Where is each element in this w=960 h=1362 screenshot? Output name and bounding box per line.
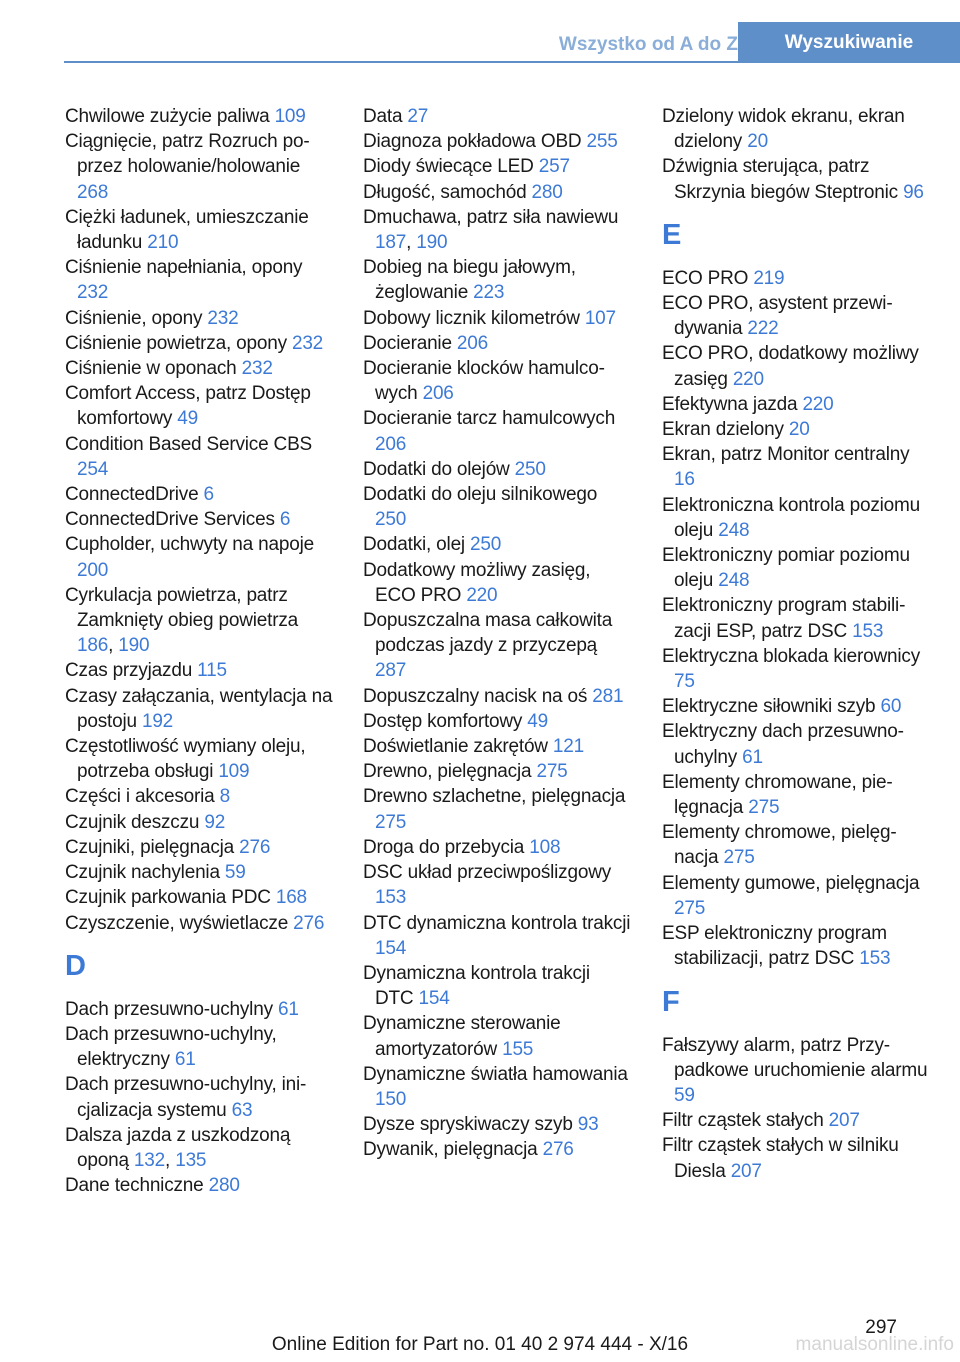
index-entry xyxy=(662,1108,930,1133)
page-number: 297 xyxy=(865,1317,897,1338)
page-link[interactable]: 190 xyxy=(118,635,150,657)
index-entry xyxy=(65,205,333,255)
index-entry xyxy=(363,104,631,129)
index-term: Dodatki do olejów xyxy=(363,458,515,480)
page-link[interactable]: 248 xyxy=(718,570,750,592)
index-entry xyxy=(662,442,930,492)
index-entry xyxy=(363,911,631,961)
index-term: Dopuszczalna masa całkowita podczas jazdy z przyczepą xyxy=(363,610,613,657)
index-entry xyxy=(363,1112,631,1137)
index-term: Chwilowe zużycie paliwa xyxy=(65,106,275,127)
index-entry xyxy=(65,255,333,305)
index-term: Dodatkowy możliwy zasięg, ECO PRO xyxy=(363,559,591,606)
index-term: ConnectedDrive xyxy=(65,484,204,506)
index-term: Elementy gumowe, pielęgnacja xyxy=(662,872,920,894)
index-entry xyxy=(363,684,631,709)
page-link[interactable]: 93 xyxy=(577,1114,599,1136)
index-entry xyxy=(65,532,333,582)
watermark: manualsonline.info xyxy=(795,1334,954,1355)
index-term: Filtr cząstek stałych w silniku Diesla xyxy=(662,1135,899,1182)
page-link[interactable]: 6 xyxy=(203,484,214,506)
index-entry xyxy=(662,291,930,341)
index-entry xyxy=(662,266,930,291)
index-term: Dobowy licznik kilometrów xyxy=(363,307,585,329)
page-link[interactable]: 268 xyxy=(77,181,109,203)
index-entry xyxy=(363,129,631,154)
index-term: Ciśnienie, opony xyxy=(65,307,208,329)
page-link[interactable]: 109 xyxy=(274,106,306,127)
page-link[interactable]: 200 xyxy=(77,559,109,581)
page-link[interactable]: 207 xyxy=(730,1160,762,1182)
index-entry xyxy=(65,1123,333,1173)
index-term: Dopuszczalny nacisk na oś xyxy=(363,685,593,707)
page-link[interactable]: 59 xyxy=(674,1084,695,1106)
page-link[interactable]: 276 xyxy=(239,836,271,858)
index-term: Ekran, patrz Monitor centralny xyxy=(662,444,910,466)
index-term: Czas przyjazdu xyxy=(65,660,198,682)
page-link[interactable]: 281 xyxy=(592,685,624,707)
index-term: Doświetlanie zakrętów xyxy=(363,736,553,758)
page-link[interactable]: 121 xyxy=(552,736,585,758)
index-term: Comfort Access, patrz Dostęp komfortowy xyxy=(65,383,311,430)
index-entry xyxy=(363,1011,631,1061)
page-link[interactable]: 220 xyxy=(466,584,498,606)
page-link[interactable]: 232 xyxy=(291,332,324,354)
index-term: Dmuchawa, patrz siła nawiewu xyxy=(363,206,619,228)
index-entry xyxy=(363,457,631,482)
page-link[interactable]: 153 xyxy=(852,620,884,642)
index-column-1 xyxy=(65,104,333,1198)
index-entry xyxy=(363,532,631,557)
page-link[interactable]: 275 xyxy=(536,761,568,783)
page-link[interactable]: 16 xyxy=(674,469,695,491)
index-term: Ciśnienie powietrza, opony xyxy=(65,332,292,354)
page-link[interactable]: 275 xyxy=(674,897,706,919)
index-entry xyxy=(363,558,631,608)
page-link[interactable]: 6 xyxy=(279,509,291,531)
index-term: Diagnoza pokładowa OBD xyxy=(363,131,587,153)
index-term: Ciśnienie w oponach xyxy=(65,358,242,380)
index-entry xyxy=(363,608,631,684)
index-entry xyxy=(363,255,631,305)
index-term: Filtr cząstek stałych xyxy=(662,1110,829,1132)
page-link[interactable]: 257 xyxy=(538,156,570,178)
page-link[interactable]: 63 xyxy=(231,1099,253,1121)
page-link[interactable]: 190 xyxy=(416,232,448,254)
page-link[interactable]: 206 xyxy=(422,383,454,405)
index-term: Cyrkulacja powietrza, patrz Zamknięty obieg powietrza xyxy=(65,584,298,632)
page-link[interactable]: 27 xyxy=(407,106,429,127)
index-term: Elektryczna blokada kierownicy xyxy=(662,645,921,667)
index-term: Czasy załączania, wentylacja na postoju xyxy=(65,685,333,732)
page-separator: , xyxy=(406,232,417,254)
index-term: DSC układ przeciwpoślizgowy xyxy=(363,862,612,884)
index-entry xyxy=(662,921,930,971)
index-term: Dynamiczne światła hamowania xyxy=(363,1063,628,1085)
index-entry xyxy=(363,205,631,255)
index-entry xyxy=(363,784,631,834)
index-entry xyxy=(363,961,631,1011)
index-term: Dobieg na biegu jałowym, żeglowanie xyxy=(363,257,576,304)
index-term: Ciężki ładunek, umieszczanie ładunku xyxy=(65,206,309,254)
index-term: Condition Based Service CBS xyxy=(65,433,313,455)
index-column-2 xyxy=(363,104,631,1163)
page-link[interactable]: 222 xyxy=(747,318,779,340)
index-entry xyxy=(65,583,333,659)
index-entry xyxy=(65,482,333,507)
page-link[interactable]: 153 xyxy=(375,887,407,909)
index-entry xyxy=(363,331,631,356)
index-term: Ekran dzielony xyxy=(662,419,789,441)
index-entry xyxy=(65,356,333,381)
page-link[interactable]: 219 xyxy=(753,267,785,289)
page-link[interactable]: 20 xyxy=(747,131,768,153)
index-term: Czujnik parkowania PDC xyxy=(65,887,276,909)
index-entry xyxy=(662,104,930,154)
page-link[interactable]: 220 xyxy=(802,393,834,415)
index-entry xyxy=(65,507,333,532)
index-term: Efektywna jazda xyxy=(662,393,803,415)
index-entry xyxy=(65,1173,333,1198)
page-link[interactable]: 206 xyxy=(456,332,489,354)
index-entry xyxy=(65,1072,333,1122)
page-link[interactable]: 210 xyxy=(147,232,179,254)
index-entry xyxy=(363,1137,631,1162)
index-entry xyxy=(662,543,930,593)
index-term: Drewno, pielęgnacja xyxy=(363,761,537,783)
page-separator: , xyxy=(165,1149,176,1171)
page-link[interactable]: 232 xyxy=(207,307,239,329)
index-term: Czujnik nachylenia xyxy=(65,862,225,884)
index-term: Docieranie klocków hamulcowych xyxy=(363,358,605,405)
index-term: Dach przesuwno-uchylny, elektryczny xyxy=(65,1023,277,1071)
index-term: Droga do przebycia xyxy=(363,836,530,858)
index-term: Elektryczne siłowniki szyb xyxy=(662,696,881,718)
index-term: Dach przesuwno-uchylny, inicjalizacja systemu xyxy=(65,1074,307,1121)
page-link[interactable]: 276 xyxy=(293,912,325,934)
page-link[interactable]: 276 xyxy=(542,1139,574,1161)
index-term: ConnectedDrive Services xyxy=(65,509,280,531)
page-link[interactable]: 61 xyxy=(277,998,299,1020)
index-entry xyxy=(65,911,333,936)
page-link[interactable]: 275 xyxy=(723,847,755,869)
page-link[interactable]: 150 xyxy=(375,1088,407,1110)
index-letter-heading: D xyxy=(65,949,86,982)
index-term: Dodatki, olej xyxy=(363,534,471,556)
page-link[interactable]: 108 xyxy=(529,836,561,858)
page-link[interactable]: 275 xyxy=(748,797,780,819)
page-link[interactable]: 61 xyxy=(174,1049,196,1071)
index-column-3 xyxy=(662,104,930,1184)
index-entry xyxy=(363,154,631,179)
index-entry xyxy=(662,770,930,820)
index-entry xyxy=(662,493,930,543)
index-term: Diody świecące LED xyxy=(363,156,539,178)
index-entry xyxy=(363,356,631,406)
index-term: Czujnik deszczu xyxy=(65,811,205,833)
index-entry xyxy=(65,835,333,860)
index-term: Dzielony widok ekranu, ekran dzielony xyxy=(662,106,905,153)
page-link[interactable]: 59 xyxy=(224,862,246,884)
index-entry xyxy=(65,1022,333,1072)
index-entry xyxy=(662,417,930,442)
index-entry xyxy=(65,658,333,683)
page-link[interactable]: 186 xyxy=(77,635,109,657)
index-letter-heading: F xyxy=(662,985,680,1018)
footer-edition: Online Edition for Part no. 01 40 2 974 444 - X/16 xyxy=(271,1334,689,1355)
index-term: Drewno szlachetne, pielęgnacja xyxy=(363,786,626,808)
index-term: Dodatki do oleju silnikowego xyxy=(363,484,598,506)
page-link[interactable]: 255 xyxy=(586,131,618,153)
section-tab[interactable]: Wszystko od A do Z xyxy=(558,34,738,55)
index-entry xyxy=(65,331,333,356)
page-link[interactable]: 135 xyxy=(175,1149,207,1171)
index-entry xyxy=(65,810,333,835)
index-entry xyxy=(363,860,631,910)
page-link[interactable]: 254 xyxy=(77,458,109,480)
page-link[interactable]: 250 xyxy=(470,534,502,556)
page-link[interactable]: 280 xyxy=(208,1175,240,1197)
index-entry xyxy=(363,482,631,532)
index-letter-heading: E xyxy=(662,218,682,251)
index-entry xyxy=(363,180,631,205)
index-entry xyxy=(363,1062,631,1112)
page-link[interactable]: 109 xyxy=(218,761,250,783)
page-link[interactable]: 287 xyxy=(375,660,407,682)
page-link[interactable]: 187 xyxy=(375,232,407,254)
page-link[interactable]: 207 xyxy=(828,1110,860,1132)
index-entry xyxy=(662,644,930,694)
page-link[interactable]: 275 xyxy=(375,811,407,833)
page-separator: , xyxy=(108,635,119,657)
index-term: Długość, samochód xyxy=(363,181,532,203)
index-entry xyxy=(363,759,631,784)
index-entry xyxy=(662,719,930,769)
index-term: Dynamiczne sterowanie amortyzatorów xyxy=(363,1013,561,1060)
page-link[interactable]: 232 xyxy=(241,358,273,380)
index-entry xyxy=(662,593,930,643)
index-entry xyxy=(662,341,930,391)
index-term: Cupholder, uchwyty na napoje xyxy=(65,534,314,556)
index-term: Dostęp komfortowy xyxy=(363,710,528,732)
index-term: ESP elektroniczny program stabilizacji, patrz DSC xyxy=(662,923,887,970)
index-term: Dane techniczne xyxy=(65,1175,209,1197)
index-entry xyxy=(363,709,631,734)
index-term: DTC dynamiczna kontrola trakcji xyxy=(363,912,631,934)
page-link[interactable]: 115 xyxy=(197,660,227,682)
index-term: ECO PRO, asystent przewidywania xyxy=(662,293,893,340)
index-entry xyxy=(65,997,333,1022)
page-link[interactable]: 61 xyxy=(742,746,763,768)
index-entry xyxy=(662,871,930,921)
index-entry xyxy=(65,684,333,734)
index-term: Docieranie tarcz hamulcowych xyxy=(363,408,616,430)
index-term: Czyszczenie, wyświetlacze xyxy=(65,912,294,934)
index-term: Elektroniczny program stabilizacji ESP, patrz DSC xyxy=(662,595,906,642)
page-link[interactable]: 49 xyxy=(177,408,198,430)
page-link[interactable]: 206 xyxy=(375,433,407,455)
page-link[interactable]: 250 xyxy=(514,458,546,480)
index-term: Dysze spryskiwaczy szyb xyxy=(363,1114,578,1136)
page-link[interactable]: 96 xyxy=(903,181,924,203)
index-entry xyxy=(65,784,333,809)
page-link[interactable]: 223 xyxy=(473,282,505,304)
page-link[interactable]: 248 xyxy=(718,519,750,541)
index-term: Elementy chromowane, pielęgnacja xyxy=(662,771,893,819)
index-entry xyxy=(662,1033,930,1109)
index-entry xyxy=(65,432,333,482)
index-term: Części i akcesoria xyxy=(65,786,220,808)
index-entry xyxy=(662,1133,930,1183)
index-entry xyxy=(65,734,333,784)
index-term: ECO PRO, dodatkowy możliwy zasięg xyxy=(662,343,919,390)
index-term: Dach przesuwno-uchylny xyxy=(65,998,278,1020)
index-entry xyxy=(65,381,333,431)
index-entry xyxy=(662,392,930,417)
page-link[interactable]: 220 xyxy=(732,368,764,390)
index-term: Ciśnienie napełniania, opony xyxy=(65,257,303,279)
index-term: Elektroniczny pomiar poziomu oleju xyxy=(662,545,910,592)
page-link[interactable]: 153 xyxy=(859,948,891,970)
index-term: Elektroniczna kontrola poziomu oleju xyxy=(662,494,921,541)
page-link[interactable]: 60 xyxy=(880,696,902,718)
index-entry xyxy=(363,734,631,759)
index-term: Data xyxy=(363,106,408,127)
page-link[interactable]: 154 xyxy=(375,937,407,959)
index-entry xyxy=(65,129,333,205)
index-term: Czujniki, pielęgnacja xyxy=(65,836,240,858)
index-entry xyxy=(65,885,333,910)
index-entry xyxy=(662,820,930,870)
page-link[interactable]: 92 xyxy=(204,811,226,833)
index-term: Elektryczny dach przesuwno-uchylny xyxy=(662,721,904,768)
index-term: Częstotliwość wymiany oleju, potrzeba obsługi xyxy=(65,736,306,783)
page-link[interactable]: 107 xyxy=(584,307,616,329)
index-entry xyxy=(65,860,333,885)
page-link[interactable]: 280 xyxy=(531,181,563,203)
index-term: Fałszywy alarm, patrz Przypadkowe uruchomienie alarmu xyxy=(662,1034,928,1081)
page-link[interactable]: 250 xyxy=(375,509,407,531)
index-entry xyxy=(662,694,930,719)
index-entry xyxy=(65,104,333,129)
index-term: Elementy chromowe, pielęgnacja xyxy=(662,822,897,869)
page-link[interactable]: 75 xyxy=(674,671,695,693)
page-link[interactable]: 155 xyxy=(502,1038,534,1060)
page-link[interactable]: 49 xyxy=(527,710,549,732)
page-link[interactable]: 8 xyxy=(219,786,230,808)
index-term: Dalsza jazda z uszkodzoną oponą xyxy=(65,1124,291,1171)
index-term: ECO PRO xyxy=(662,267,754,289)
page-link[interactable]: 154 xyxy=(418,988,450,1010)
index-entry xyxy=(662,154,930,204)
page-link[interactable]: 168 xyxy=(275,887,307,909)
page-link[interactable]: 132 xyxy=(133,1149,166,1171)
search-tab[interactable]: Wyszukiwanie xyxy=(738,22,960,62)
index-entry xyxy=(363,406,631,456)
index-term: Ciągnięcie, patrz Rozruch poprzez holowanie/holowanie xyxy=(65,131,310,178)
index-term: Docieranie xyxy=(363,332,457,354)
index-entry xyxy=(363,835,631,860)
page-link[interactable]: 232 xyxy=(77,282,109,304)
index-entry xyxy=(65,306,333,331)
index-term: Dywanik, pielęgnacja xyxy=(363,1139,543,1161)
index-term: Dźwignia sterująca, patrz Skrzynia biegów Steptronic xyxy=(662,156,904,203)
page-link[interactable]: 20 xyxy=(788,419,810,441)
page-link[interactable]: 192 xyxy=(141,710,174,732)
index-entry xyxy=(363,306,631,331)
index-term: Dynamiczna kontrola trakcji DTC xyxy=(363,962,590,1010)
